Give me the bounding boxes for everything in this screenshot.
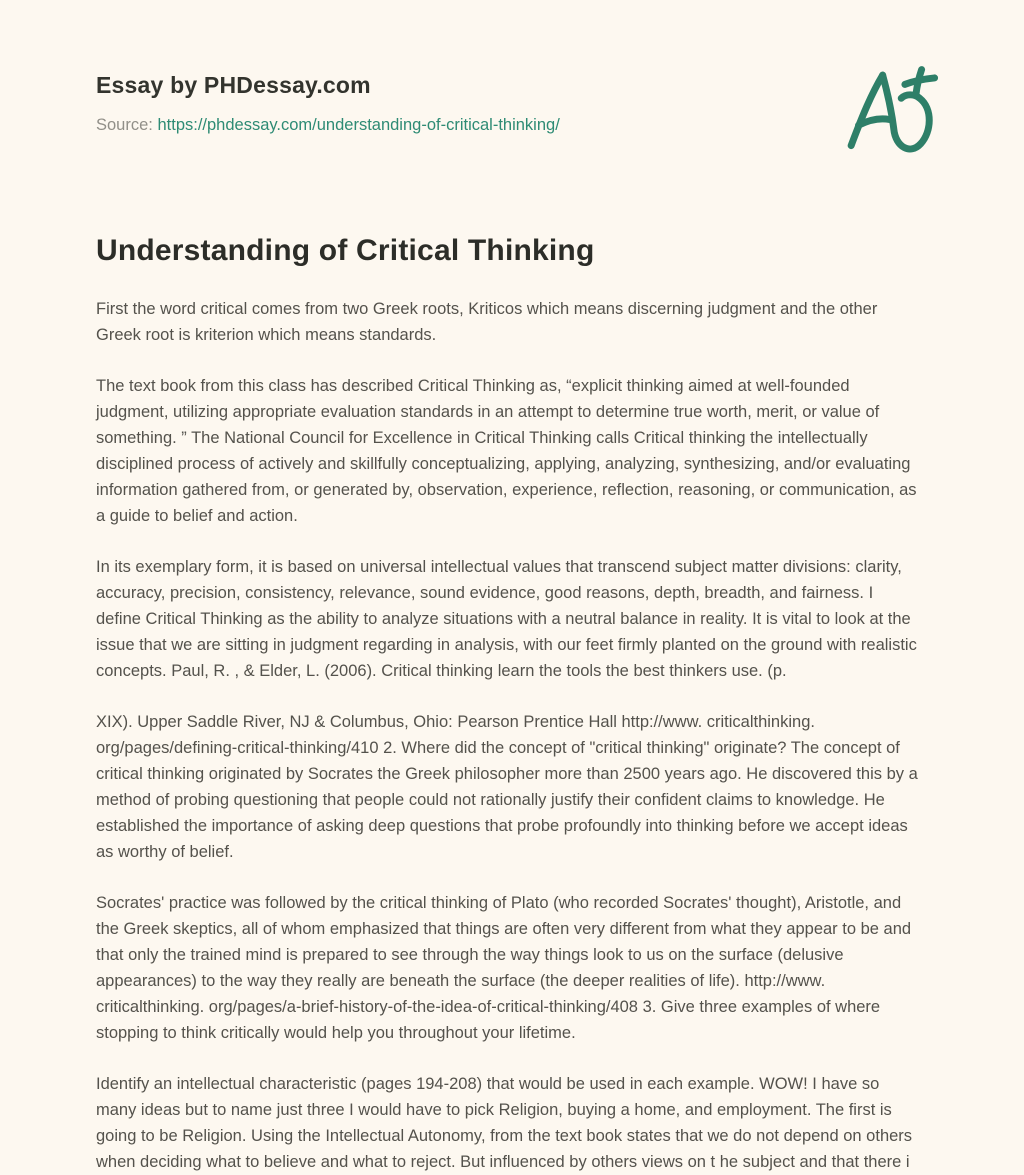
essay-paragraph: The text book from this class has described Critical Thinking as, “explicit thinking aimed at well-founded judgment, utilizing appropriate evaluation standards in an attempt to determine true worth, merit, or value of something. ” The National Council for Excellence in Critical Thinking calls Critical thinking the intellectually disciplined process of actively and skillfully conceptualizing, applying, analyzing, synthesizing, and/or evaluating information gathered from, or generated by, observation, experience, reflection, reasoning, or communication, as a guide to belief and action. bbox=[96, 377, 917, 525]
source-line bbox=[96, 116, 922, 135]
site-title: Essay by PHDessay.com bbox=[96, 72, 371, 98]
essay-paragraph: Socrates' practice was followed by the critical thinking of Plato (who recorded Socrates' thought), Aristotle, and the Greek skeptics, all of whom emphasized that things are often very different from what they appear to be and that only the trained mind is prepared to see through the way things look to us on the surface (delusive appearances) to the way they really are beneath the surface (the deeper realities of life). http://www. criticalthinking. org/pages/a-brief-history-of-the-idea-of-critical-thinking/408 3. Give three examples of where stopping to think critically would help you throughout your lifetime. bbox=[96, 894, 912, 1042]
source-link[interactable]: https://phdessay.com/understanding-of-critical-thinking/ bbox=[157, 116, 560, 134]
essay-paragraph: Identify an intellectual characteristic (pages 194-208) that would be used in each example. WOW! I have so many ideas but to name just three I would have to pick Religion, buying a home, and employment. The first is going to be Religion. Using the Intellectual Autonomy, from the text book states that we do not depend on others when deciding what to believe and what to reject. But influenced by others views on t he subject and that there i bbox=[96, 1075, 913, 1171]
essay-paragraph: XIX). Upper Saddle River, NJ & Columbus, Ohio: Pearson Prentice Hall http://www. criticalthinking. org/pages/defining-critical-thinking/410 2. Where did the concept of "critical thinking" originate? The concept of critical thinking originated by Socrates the Greek philosopher more than 2500 years ago. He discovered this by a method of probing questioning that people could not rationally justify their confident claims to knowledge. He established the importance of asking deep questions that probe profoundly into thinking before we accept ideas as worthy of belief. bbox=[96, 713, 918, 861]
content-column bbox=[96, 0, 922, 1175]
essay-paragraph: First the word critical comes from two Greek roots, Kriticos which means discerning judgment and the other Greek root is kriterion which means standards. bbox=[96, 300, 878, 344]
a-plus-logo-icon bbox=[840, 64, 942, 166]
essay-paragraph: In its exemplary form, it is based on universal intellectual values that transcend subject matter divisions: clarity, accuracy, precision, consistency, relevance, sound evidence, good reasons, depth, breadth, and fairness. I define Critical Thinking as the ability to analyze situations with a neutral balance in reality. It is vital to look at the issue that we are sitting in judgment regarding in analysis, with our feet firmly planted on the ground with realistic concepts. Paul, R. , & Elder, L. (2006). Critical thinking learn the tools the best thinkers use. (p. bbox=[96, 558, 917, 680]
source-label: Source: bbox=[96, 116, 153, 134]
page-title: Understanding of Critical Thinking bbox=[96, 234, 595, 267]
essay-body bbox=[96, 296, 922, 1175]
